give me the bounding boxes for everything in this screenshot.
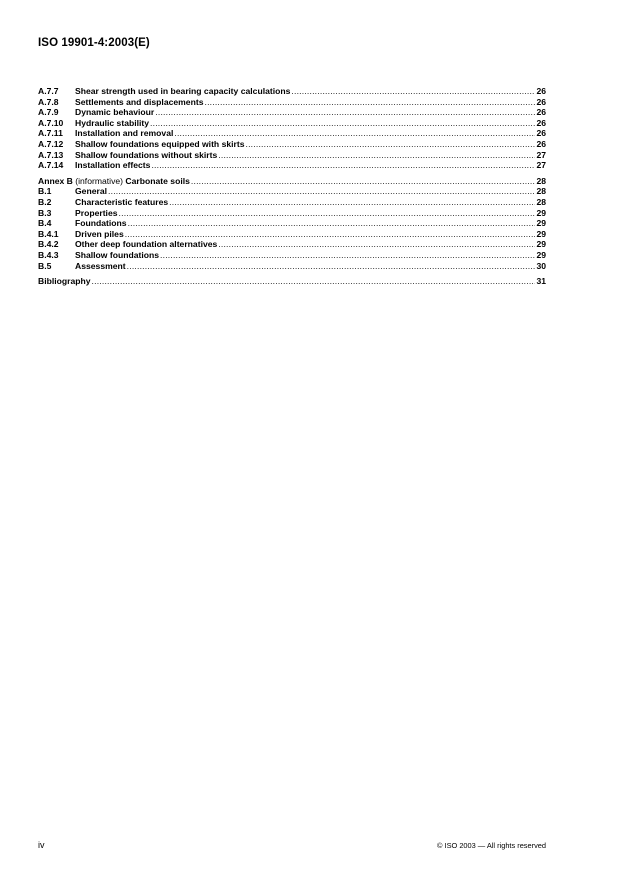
- toc-entry-page: 27: [536, 160, 546, 171]
- footer-page-number: iv: [38, 840, 45, 850]
- toc-entry-title: Shallow foundations equipped with skirts: [75, 138, 245, 149]
- toc-leader-dots: [169, 197, 535, 208]
- toc-entry-title: Foundations: [75, 218, 127, 229]
- toc-entry-bibliography[interactable]: [38, 276, 546, 287]
- toc-entry[interactable]: [38, 118, 546, 129]
- toc-leader-dots: [218, 150, 535, 161]
- toc-group-annex-a: [38, 86, 546, 171]
- toc-annex-heading: [38, 176, 190, 187]
- toc-entry[interactable]: [38, 186, 546, 197]
- toc-entry-title: Dynamic behaviour: [75, 107, 155, 118]
- toc-entry[interactable]: [38, 86, 546, 97]
- toc-entry-page: 29: [536, 239, 546, 250]
- toc-entry[interactable]: [38, 218, 546, 229]
- toc-leader-dots: [291, 86, 535, 97]
- toc-entry[interactable]: [38, 139, 546, 150]
- toc-entry-page: 28: [536, 196, 546, 207]
- toc-leader-dots: [151, 160, 535, 171]
- toc-leader-dots: [218, 239, 535, 250]
- document-header: ISO 19901-4:2003(E): [38, 37, 150, 49]
- toc-entry-title: Installation and removal: [75, 128, 174, 139]
- toc-leader-dots: [119, 208, 536, 219]
- toc-entry-number: A.7.14: [38, 160, 64, 171]
- toc-entry-title: Driven piles: [75, 228, 124, 239]
- toc-entry-title: Hydraulic stability: [75, 117, 150, 128]
- toc-entry-page: 31: [536, 276, 546, 287]
- toc-entry-title: Other deep foundation alternatives: [75, 239, 218, 250]
- toc-entry-page: 27: [536, 149, 546, 160]
- toc-leader-dots: [174, 128, 535, 139]
- toc-entry-number: A.7.12: [38, 138, 64, 149]
- toc-entry[interactable]: [38, 239, 546, 250]
- toc-entry-page: 26: [536, 128, 546, 139]
- annex-title: Carbonate soils: [125, 175, 190, 186]
- toc-entry-title: Shear strength used in bearing capacity calculations: [75, 86, 291, 96]
- toc-entry-number: B.1: [38, 186, 52, 197]
- toc-entry-page: 26: [536, 107, 546, 118]
- toc-entry-number: B.4.2: [38, 239, 59, 250]
- toc-entry[interactable]: [38, 208, 546, 219]
- toc-leader-dots: [191, 176, 536, 187]
- toc-entry-page: 26: [536, 117, 546, 128]
- toc-leader-dots: [127, 261, 536, 272]
- toc-entry-title: Properties: [75, 207, 118, 218]
- toc-entry-number: B.3: [38, 207, 52, 218]
- toc-entry-number: B.4: [38, 218, 52, 229]
- toc-entry-page: 26: [536, 86, 546, 96]
- toc-entry-number: A.7.13: [38, 149, 64, 160]
- toc-entry-title: Installation effects: [75, 160, 151, 171]
- toc-entry-title: Assessment: [75, 260, 126, 271]
- toc-entry[interactable]: [38, 97, 546, 108]
- toc-leader-dots: [150, 118, 535, 129]
- toc-entry-title: Shallow foundations: [75, 249, 160, 260]
- toc-entry-page: 28: [536, 186, 546, 197]
- toc-entry-title: Characteristic features: [75, 196, 169, 207]
- toc-entry-page: 29: [536, 207, 546, 218]
- toc-entry-title: General: [75, 186, 108, 197]
- toc-leader-dots: [128, 218, 536, 229]
- toc-entry[interactable]: [38, 229, 546, 240]
- toc-entry-number: A.7.7: [38, 86, 59, 96]
- toc-entry-number: B.4.3: [38, 249, 59, 260]
- toc-entry[interactable]: [38, 150, 546, 161]
- annex-informative-label: (informative): [75, 175, 124, 186]
- toc-entry-title: Settlements and displacements: [75, 96, 204, 107]
- toc-entry-page: 30: [536, 260, 546, 271]
- toc-leader-dots: [155, 107, 535, 118]
- toc-entry[interactable]: [38, 107, 546, 118]
- toc-entry-page: 29: [536, 228, 546, 239]
- toc-entry-number: A.7.10: [38, 117, 64, 128]
- toc-leader-dots: [160, 250, 535, 261]
- toc-entry[interactable]: [38, 160, 546, 171]
- toc-entry-title: Bibliography: [38, 276, 91, 287]
- toc-entry-title: Shallow foundations without skirts: [75, 149, 218, 160]
- toc-entry-number: B.2: [38, 196, 52, 207]
- toc-entry[interactable]: [38, 128, 546, 139]
- toc-entry-number: B.4.1: [38, 228, 59, 239]
- annex-label: Annex B: [38, 175, 73, 186]
- toc-entry-annex-b[interactable]: [38, 176, 546, 187]
- toc-entry[interactable]: [38, 197, 546, 208]
- toc-entry-page: 29: [536, 218, 546, 229]
- toc-entry-page: 28: [536, 175, 546, 186]
- toc-entry-number: B.5: [38, 260, 52, 271]
- toc-entry[interactable]: [38, 261, 546, 272]
- toc-entry-number: A.7.8: [38, 96, 59, 107]
- toc-entry-page: 29: [536, 249, 546, 260]
- toc-entry[interactable]: [38, 250, 546, 261]
- toc-leader-dots: [204, 97, 535, 108]
- footer-copyright: © ISO 2003 — All rights reserved: [437, 841, 546, 850]
- toc-entry-page: 26: [536, 138, 546, 149]
- toc-leader-dots: [246, 139, 536, 150]
- toc-leader-dots: [125, 229, 536, 240]
- toc-entry-number: A.7.9: [38, 107, 59, 118]
- toc-leader-dots: [108, 186, 535, 197]
- toc-leader-dots: [92, 276, 536, 287]
- toc-entry-page: 26: [536, 96, 546, 107]
- toc-entry-number: A.7.11: [38, 128, 63, 139]
- toc-group-annex-b: [38, 186, 546, 271]
- table-of-contents: [38, 86, 546, 287]
